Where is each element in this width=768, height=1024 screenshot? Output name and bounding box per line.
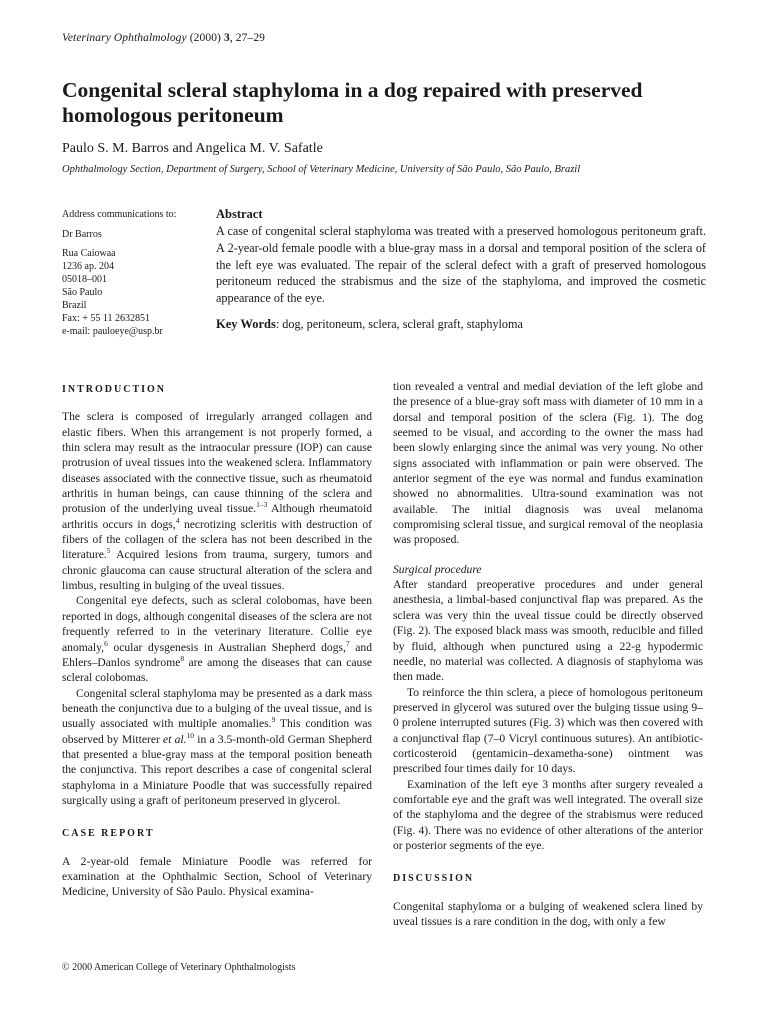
journal-pages: , 27–29: [229, 32, 266, 44]
address-fax: Fax: + 55 11 2632851: [62, 313, 151, 324]
journal-volume: 3: [223, 32, 230, 44]
text-run: Although rheumatoid arthritis occurs in dogs,: [62, 502, 372, 531]
surgical-procedure-heading: Surgical procedure: [393, 562, 482, 576]
reference-superscript: 8: [180, 653, 185, 663]
address-line: Rua Caiowaa: [62, 248, 116, 259]
case-report-heading: CASE REPORT: [62, 828, 155, 840]
reference-superscript: 4: [175, 515, 180, 525]
text-run: The sclera is composed of irregularly arranged collagen and elastic fibers. When this arrangement is not properly formed, a thin sclera may result as the intraocular pressure (IOP) can cause protrusion of uveal tissues into the weakened sclera. Inflammatory diseases associated with the connective tissue, such as rheumatoid arthritis in human beings, can cause thinning of the sclera and protusion of the underlying uveal tissue.: [62, 410, 372, 516]
text-run: are among the diseases that can cause scleral colobomas.: [62, 655, 372, 685]
text-run: Congenital scleral staphyloma may be presented as a dark mass beneath the conjunctiva due to a bulging of the uveal tissue, and is usually associated with multiple anomalies.: [62, 686, 372, 731]
keywords-label: Key Words: [216, 316, 276, 331]
case-report-paragraph-1: A 2-year-old female Miniature Poodle was referred for examination at the Ophthalmic Section, School of Veterinary Medicine, University of São Paulo. Physical examina-: [62, 854, 372, 899]
abstract-block: [216, 207, 706, 333]
address-line: São Paulo: [62, 287, 103, 298]
text-run: ocular dysgenesis in Australian Shepherd dogs,: [107, 640, 346, 654]
reference-superscript: 6: [104, 638, 108, 648]
article-title: Congenital scleral staphyloma in a dog repaired with preserved homologous peritoneum: [62, 78, 643, 127]
keywords: [216, 316, 706, 333]
discussion-heading: DISCUSSION: [393, 873, 475, 885]
text-run: in a 3.5-month-old German Shepherd that presented a blue-gray mass at the temporal position beneath the conjunctiva. This report describes a case of congenital scleral staphyloma in a Miniature Poodle that was successfully repaired surgically using a graft of peritoneum preserved in glycerol.: [62, 732, 372, 807]
text-run: necrotizing scleritis with destruction of fibers of the collagen of the sclera has not been described in the literature.: [62, 517, 372, 562]
address-line: 1236 ap. 204: [62, 261, 114, 272]
author-affiliation: Ophthalmology Section, Department of Surgery, School of Veterinary Medicine, University of São Paulo, São Paulo, Brazil: [62, 164, 581, 175]
address-email[interactable]: e-mail: pauloeye@usp.br: [62, 326, 163, 337]
surgical-paragraph-1: After standard preoperative procedures and under general anesthesia, a limbal-based conjunctival flap was prepared. As the sclera was very thin the uveal tissue could be directly observed (Fig. 2). The exposed black mass was smooth, reducible and filled by fluid, although when punctured using a 22-g hypodermic needle, no material was collected. A diagnosis of staphyloma was then made.: [393, 578, 703, 684]
keywords-list: : dog, peritoneum, sclera, scleral graft, staphyloma: [275, 316, 523, 331]
surgical-paragraph-3: Examination of the left eye 3 months after surgery revealed a comfortable eye and the graft was well integrated. The overall size of the staphyloma and the degree of the strabismus were reduced (Fig. 4). There was no evidence of other alterations of the anterior or posterior segments of the eye.: [393, 777, 703, 852]
address-line: Brazil: [62, 300, 87, 311]
address-line: 05018–001: [62, 274, 107, 285]
journal-name: Veterinary Ophthalmology: [62, 32, 187, 44]
reference-superscript: 7: [345, 638, 350, 648]
right-column: [393, 379, 703, 929]
correspondence-address: [62, 208, 212, 338]
reference-superscript: 9: [271, 715, 276, 725]
case-report-continuation: tion revealed a ventral and medial deviation of the left globe and the presence of a blue-gray soft mass with diameter of 10 mm in a dorsal and temporal position of the sclera (Fig. 1). The dog seemed to be visual, and according to the owner the mass had been slowly enlarging since the animal was very young. No other signs associated with inflammation or pain were observed. The anterior segment of the eye was normal and fundus examination showed no abnormalities. Ultra-sound examination was not available. The initial diagnosis was uveal melanoma compromising scleral tissue, and surgical removal of the neoplasia was proposed.: [393, 380, 703, 547]
text-run: Acquired lesions from trauma, surgery, tumors and chronic glaucoma can cause structural alteration of the sclera and limbus, resulting in bulging of the uveal tissues.: [62, 548, 372, 593]
journal-year: (2000): [189, 32, 221, 44]
introduction-heading: INTRODUCTION: [62, 384, 167, 395]
surgical-paragraph-2: To reinforce the thin sclera, a piece of homologous peritoneum preserved in glycerol was sutured over the bulging tissue using 9–0 prolene interrupted sutures (Fig. 3) which was then covered with a conjunctival flap (7–0 Vicryl continuous sutures). An antibiotic-corticosteroid (gentamicin–dexametha-sone) ointment was prescribed four times daily for 10 days.: [393, 685, 703, 776]
copyright-footer: © 2000 American College of Veterinary Ophthalmologists: [62, 962, 296, 973]
article-authors: Paulo S. M. Barros and Angelica M. V. Safatle: [62, 141, 323, 156]
et-al: et al.: [163, 732, 187, 746]
intro-paragraph-2: [62, 593, 372, 685]
text-run: and Ehlers–Danlos syndrome: [62, 640, 372, 669]
intro-paragraph-1: [62, 409, 372, 593]
reference-superscript: 10: [186, 730, 195, 740]
intro-paragraph-3: [62, 686, 372, 809]
text-run: This condition was observed by Mitterer: [62, 717, 372, 746]
reference-superscript: 1–3: [256, 500, 268, 510]
abstract-heading: Abstract: [216, 207, 263, 221]
text-run: Congenital eye defects, such as scleral colobomas, have been reported in dogs, although congenital diseases of the sclera are not frequently referred to in the veterinary literature. Collie eye anomaly,: [62, 594, 372, 654]
journal-citation: [62, 32, 265, 44]
reference-superscript: 5: [106, 546, 111, 556]
address-name: Dr Barros: [62, 229, 102, 240]
address-heading: Address communications to:: [62, 209, 177, 220]
left-column: [62, 382, 372, 900]
abstract-text: A case of congenital scleral staphyloma was treated with a preserved homologous peritoneum graft. A 2-year-old female poodle with a blue-gray mass in a dorsal and temporal position of the sclera of the left eye was evaluated. The repair of the scleral defect with a graft of preserved homologous peritoneum reduced the strabismus and the size of the staphyloma, and improved the cosmetic appearance of the eye.: [216, 224, 706, 306]
discussion-paragraph-1: Congenital staphyloma or a bulging of weakened sclera lined by uveal tissues is a rare condition in the dog, with only a few: [393, 899, 703, 928]
